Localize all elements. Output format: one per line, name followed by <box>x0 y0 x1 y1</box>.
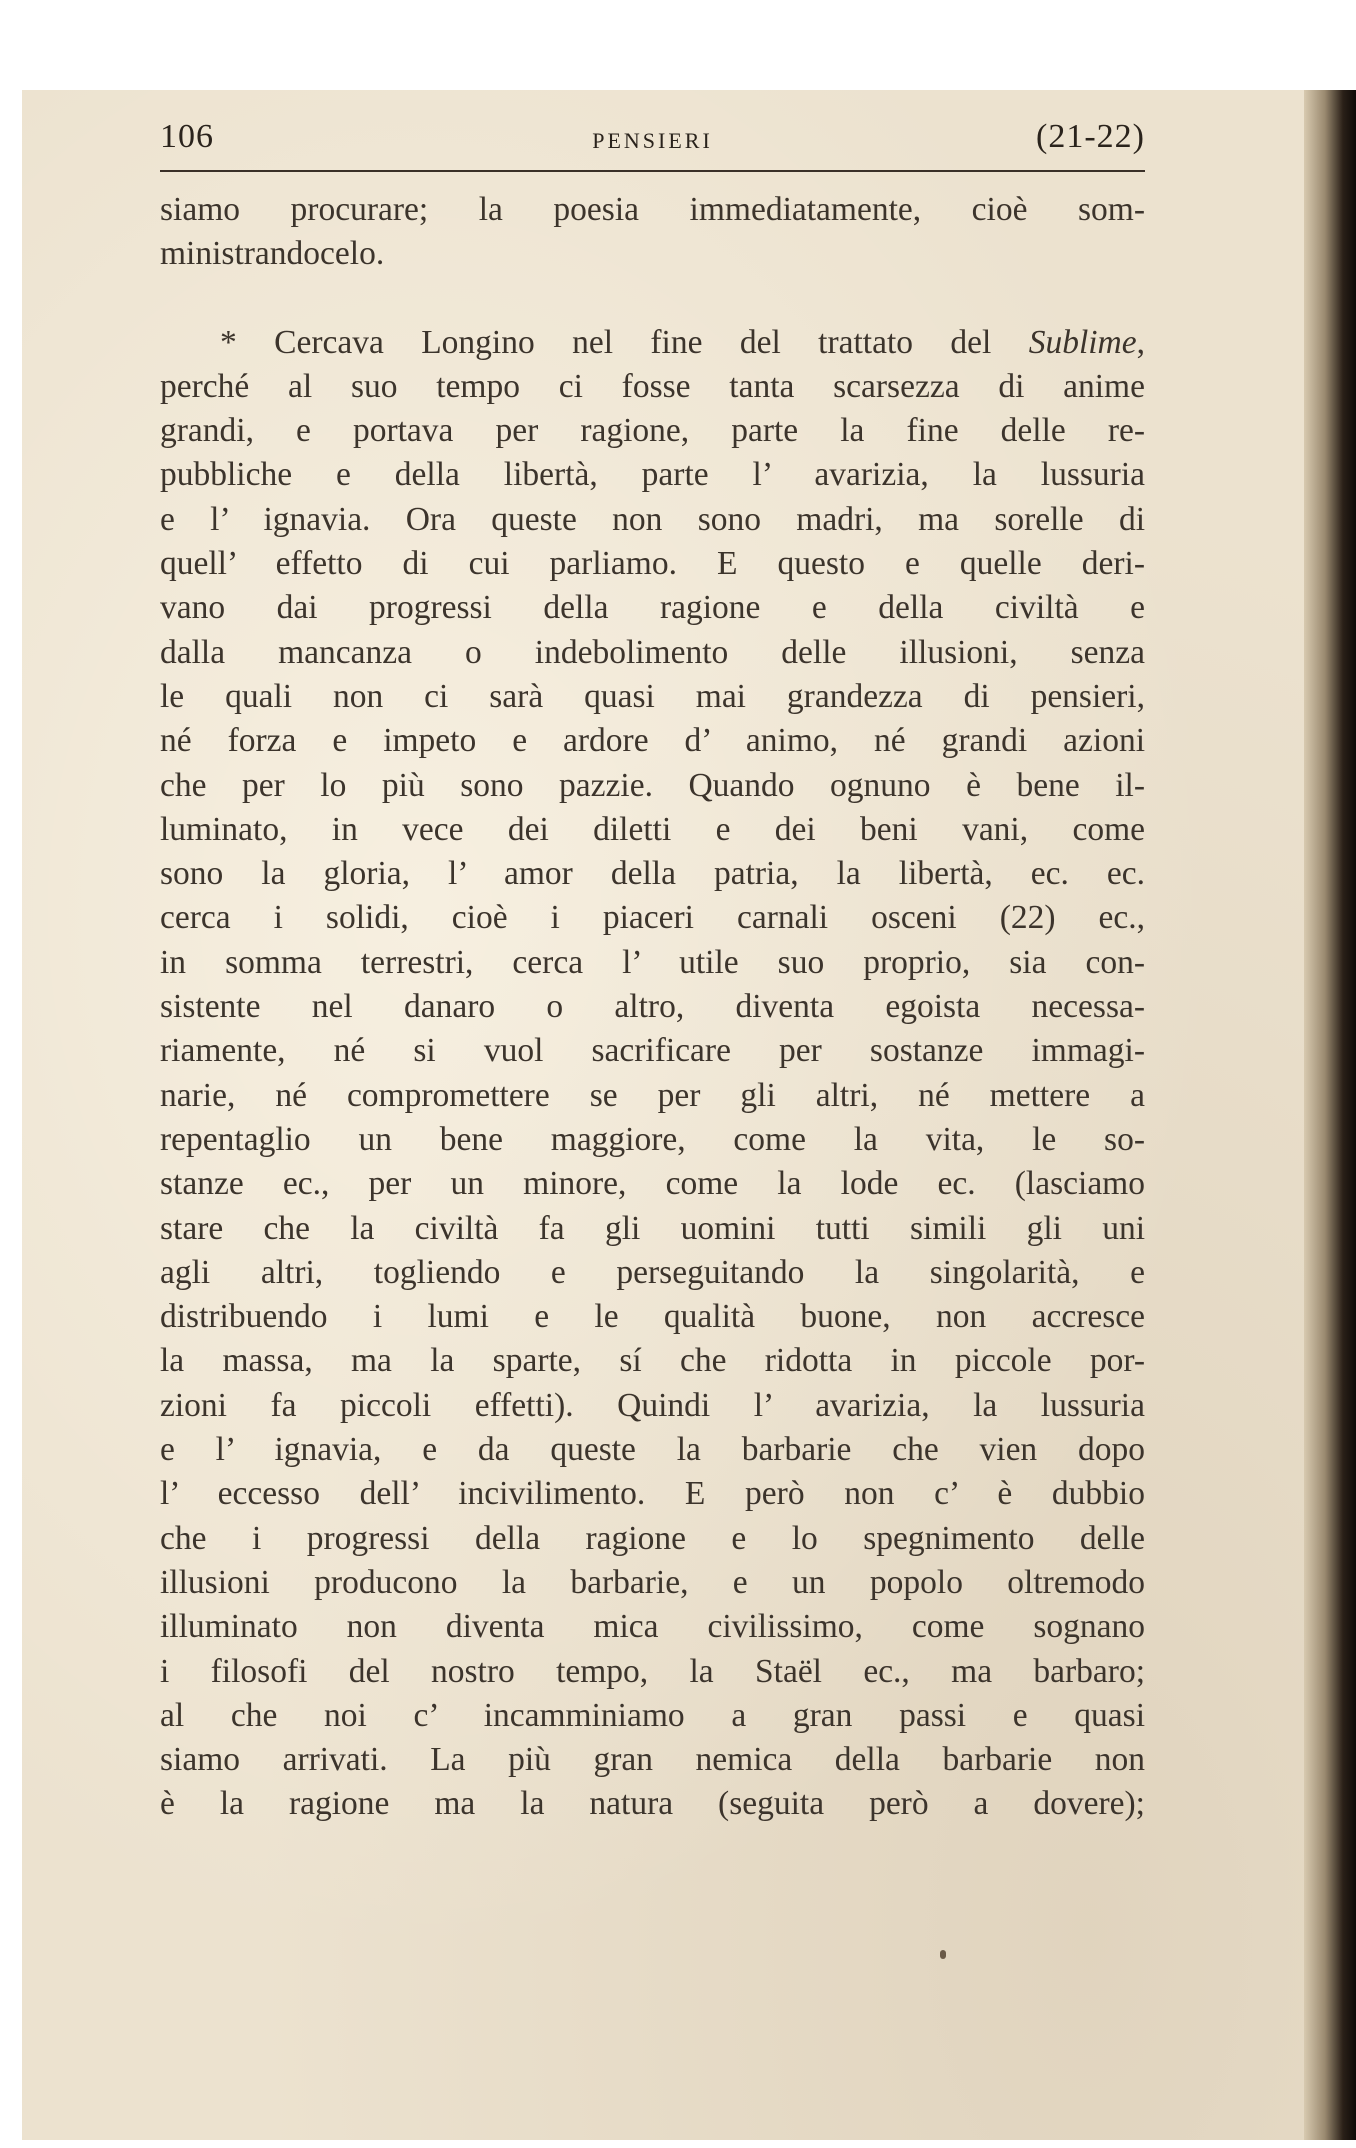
running-header <box>160 110 1145 172</box>
ink-speck <box>940 1950 946 1959</box>
text-line: perché al suo tempo ci fosse tanta scarsezza di anime <box>160 367 1145 405</box>
text-line: cerca i solidi, cioè i piaceri carnali osceni (22) ec., <box>160 899 1145 937</box>
text-line: dalla mancanza o indebolimento delle illusioni, senza <box>160 633 1145 671</box>
text-line: quell’ effetto di cui parliamo. E questo e quelle deri- <box>160 545 1145 583</box>
text-line: ministrandocelo. <box>160 235 385 273</box>
text-line: la massa, ma la sparte, sí che ridotta in piccole por- <box>160 1342 1145 1380</box>
text-line: siamo arrivati. La più gran nemica della barbarie non <box>160 1741 1145 1779</box>
page-number: 106 <box>160 118 214 155</box>
text-line: zioni fa piccoli effetti). Quindi l’ avarizia, la lussuria <box>160 1386 1145 1424</box>
text-line: che i progressi della ragione e lo spegnimento delle <box>160 1519 1145 1557</box>
text-line: pubbliche e della libertà, parte l’ avarizia, la lussuria <box>160 456 1145 494</box>
text-line: vano dai progressi della ragione e della civiltà e <box>160 589 1145 627</box>
text-line: e l’ ignavia, e da queste la barbarie che vien dopo <box>160 1431 1145 1469</box>
text-line: agli altri, togliendo e perseguitando la singolarità, e <box>160 1253 1145 1291</box>
text-line: al che noi c’ incamminiamo a gran passi e quasi <box>160 1696 1145 1734</box>
text-line: stare che la civiltà fa gli uomini tutti simili gli uni <box>160 1209 1145 1247</box>
text-line: stanze ec., per un minore, come la lode ec. (lasciamo <box>160 1165 1145 1203</box>
body-text <box>160 188 1145 1827</box>
italic-title: Sublime <box>1028 323 1137 361</box>
text-line: luminato, in vece dei diletti e dei beni vani, come <box>160 810 1145 848</box>
text-line: in somma terrestri, cerca l’ utile suo proprio, sia con- <box>160 943 1145 981</box>
text-line: le quali non ci sarà quasi mai grandezza di pensieri, <box>160 677 1145 715</box>
text-line: e l’ ignavia. Ora queste non sono madri, ma sorelle di <box>160 500 1145 538</box>
text-line: l’ eccesso dell’ incivilimento. E però non c’ è dubbio <box>160 1475 1145 1513</box>
binding-edge <box>1304 90 1356 2140</box>
text-line <box>160 321 1145 365</box>
text-line: grandi, e portava per ragione, parte la fine delle re- <box>160 412 1145 450</box>
running-title: PENSIERI <box>592 128 713 153</box>
text-line: illuminato non diventa mica civilissimo, come sognano <box>160 1608 1145 1646</box>
text-line: siamo procurare; la poesia immediatamente, cioè som- <box>160 191 1145 228</box>
text-line: che per lo più sono pazzie. Quando ognuno è bene il- <box>160 766 1145 804</box>
text-line: è la ragione ma la natura (seguita però a dovere); <box>160 1785 1145 1823</box>
page-range: (21-22) <box>1036 118 1145 155</box>
text-line: né forza e impeto e ardore d’ animo, né grandi azioni <box>160 722 1145 760</box>
text-line: sistente nel danaro o altro, diventa egoista necessa- <box>160 988 1145 1026</box>
text-line: illusioni producono la barbarie, e un popolo oltremodo <box>160 1563 1145 1601</box>
text-line: i filosofi del nostro tempo, la Staël ec., ma barbaro; <box>160 1652 1145 1690</box>
text-line: distribuendo i lumi e le qualità buone, non accresce <box>160 1298 1145 1336</box>
text-line: narie, né compromettere se per gli altri, né mettere a <box>160 1076 1145 1114</box>
text-line: repentaglio un bene maggiore, come la vita, le so- <box>160 1120 1145 1158</box>
text-line: sono la gloria, l’ amor della patria, la libertà, ec. ec. <box>160 855 1145 893</box>
text-line: riamente, né si vuol sacrificare per sostanze immagi- <box>160 1032 1145 1070</box>
italic-suffix: , <box>1136 323 1145 361</box>
text-line-start: * Cercava Longino nel fine del trattato del <box>220 323 1029 361</box>
